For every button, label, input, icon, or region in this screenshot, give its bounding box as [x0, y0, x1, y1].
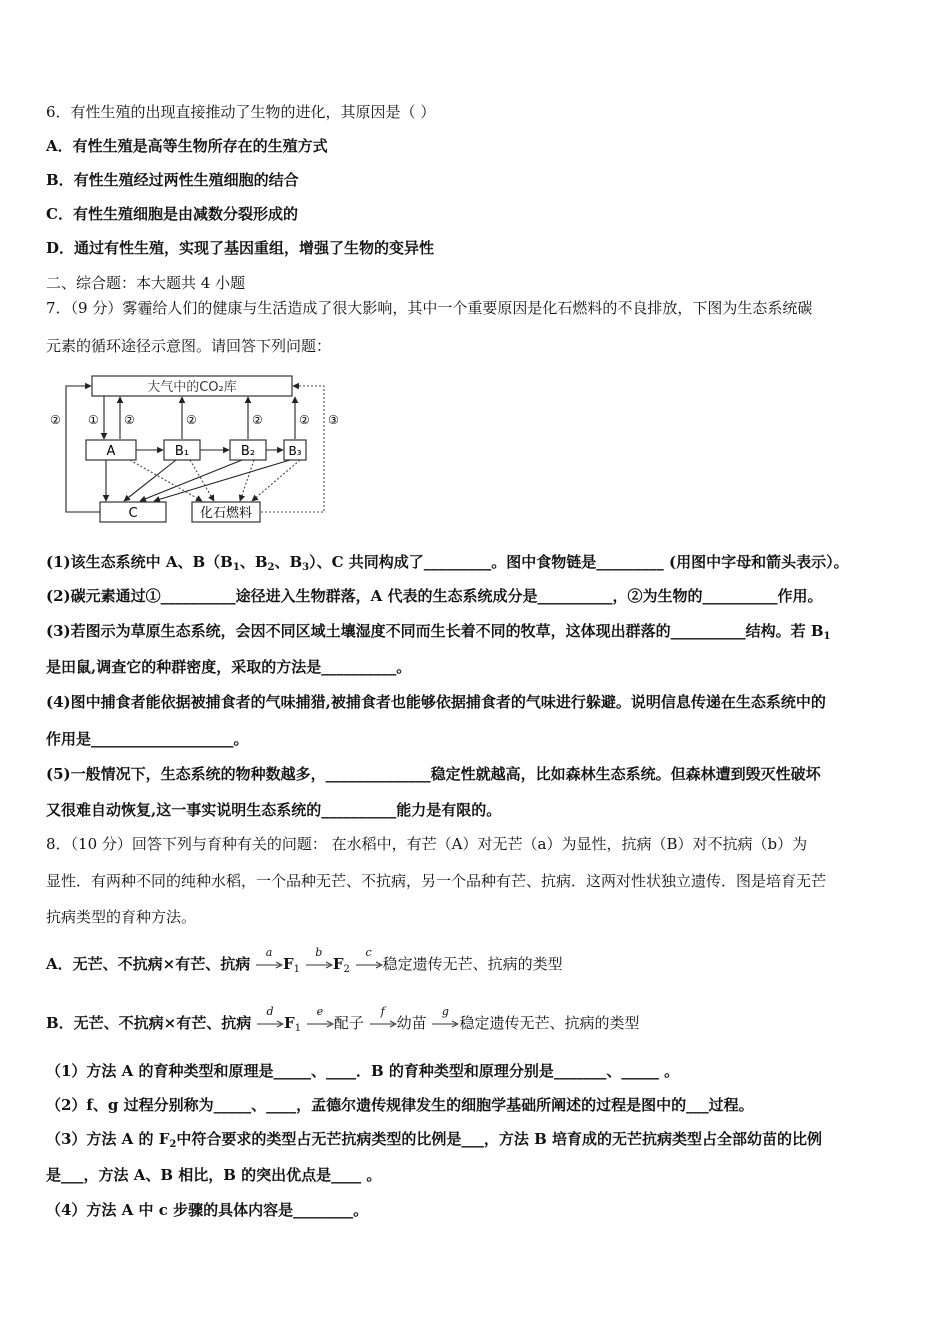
q8-sub3-line1: （3）方法 A 的 $F_2$中符合要求的类型占无芒抗病类型的比例是___，方法 B 培育成的无芒抗病类型占全部幼苗的比例 [46, 1130, 823, 1150]
q7-part3-line2: 是田鼠,调查它的种群密度，采取的方法是__________。 [46, 658, 412, 676]
q7-part1: (1)该生态系统中 A、$B(B_1$、$B_2$、$B_3$）、C 共同构成了_________。图中食物链是_________ (用图中字母和箭头表示）。 [46, 553, 849, 573]
box-b3-label: B₃ [288, 444, 302, 458]
q8-sub1: （1）方法 A 的育种类型和原理是_____、____．B 的育种类型和原理分别是_______、_____ 。 [46, 1062, 680, 1080]
q7-stem-line2: 元素的循环途径示意图。请回答下列问题： [46, 337, 332, 355]
q6-option-a: A．有性生殖是高等生物所存在的生殖方式 [46, 137, 328, 155]
q7-part4-line1: (4)图中捕食者能依据被捕食者的气味捕猎,被捕食者也能够依据捕食者的气味进行躲避。说明信息传递在生态系统中的 [46, 693, 826, 711]
q8-sub3-line2: 是___，方法 A、B 相比，B 的突出优点是____ 。 [46, 1166, 382, 1184]
q7-part2: (2)碳元素通过①__________途径进入生物群落，A 代表的生态系统成分是__________，②为生物的__________作用。 [46, 587, 823, 605]
label-2d: ② [299, 413, 310, 427]
arrow-b: b [305, 955, 333, 975]
q8-stem-line3: 抗病类型的育种方法。 [46, 908, 197, 926]
box-b1-label: B₁ [174, 444, 190, 459]
box-b2-label: B₂ [240, 444, 256, 459]
arrow-a: a [255, 955, 283, 975]
arrow-e: e [306, 1014, 334, 1034]
q7-part5-line1: (5)一般情况下，生态系统的物种数越多，______________稳定性就越高，比如森林生态系统。但森林遭到毁灭性破坏 [46, 765, 821, 783]
atm-co2-label: 大气中的CO₂库 [147, 380, 237, 395]
label-1: ① [88, 413, 99, 427]
label-2a: ② [124, 413, 135, 427]
q7-part5-line2: 又很难自动恢复,这一事实说明生态系统的__________能力是有限的。 [46, 801, 502, 819]
arrow-c: c [355, 955, 383, 975]
q8-stem-line1: 8．（10 分）回答下列与育种有关的问题： 在水稻中，有芒（A）对无芒（a）为显性，抗病（B）对不抗病（b）为 [46, 835, 808, 853]
q8-sub2: （2）f、g 过程分别称为_____、____，孟德尔遗传规律发生的细胞学基础所阐述的过程是图中的___过程。 [46, 1096, 754, 1114]
label-2-left: ② [50, 413, 61, 427]
q7-part3-line1: (3)若图示为草原生态系统，会因不同区域土壤湿度不同而生长着不同的牧草，这体现出群落的__________结构。若 $B_1$ [46, 622, 831, 642]
section-heading: 二、综合题：本大题共 4 小题 [46, 274, 246, 292]
fossil-fuel-label: 化石燃料 [199, 506, 253, 521]
label-2b: ② [186, 413, 197, 427]
q6-stem: 6．有性生殖的出现直接推动了生物的进化，其原因是（ ） [46, 103, 436, 121]
arrow-f: f [369, 1014, 397, 1034]
label-3: ③ [328, 413, 339, 427]
q8-sub4: （4）方法 A 中 c 步骤的具体内容是________。 [46, 1201, 369, 1219]
q6-option-b: B．有性生殖经过两性生殖细胞的结合 [46, 171, 299, 189]
label-2c: ② [252, 413, 263, 427]
box-c-label: C [128, 506, 138, 521]
q8-method-a: A．无芒、不抗病×有芒、抗病 a $F_1$ b $F_2$ c 稳定遗传无芒、抗病的类型 [46, 946, 563, 975]
q8-method-b: B．无芒、不抗病×有芒、抗病 d $F_1$ e 配子 f 幼苗 g 稳定遗传无芒、抗病的类型 [46, 1005, 640, 1034]
q7-stem-line1: 7．（9 分）雾霾给人们的健康与生活造成了很大影响，其中一个重要原因是化石燃料的不良排放，下图为生态系统碳 [46, 299, 813, 317]
q6-option-d: D．通过有性生殖，实现了基因重组，增强了生物的变异性 [46, 239, 435, 257]
carbon-cycle-diagram [44, 368, 354, 528]
box-a-label: A [106, 444, 116, 459]
q8-stem-line2: 显性．有两种不同的纯种水稻，一个品种无芒、不抗病，另一个品种有芒、抗病．这两对性状独立遗传．图是培育无芒 [46, 872, 827, 890]
q7-part4-line2: 作用是___________________。 [46, 730, 249, 748]
arrow-d: d [256, 1014, 284, 1034]
arrow-g: g [431, 1014, 459, 1034]
q6-option-c: C．有性生殖细胞是由减数分裂形成的 [46, 205, 298, 223]
